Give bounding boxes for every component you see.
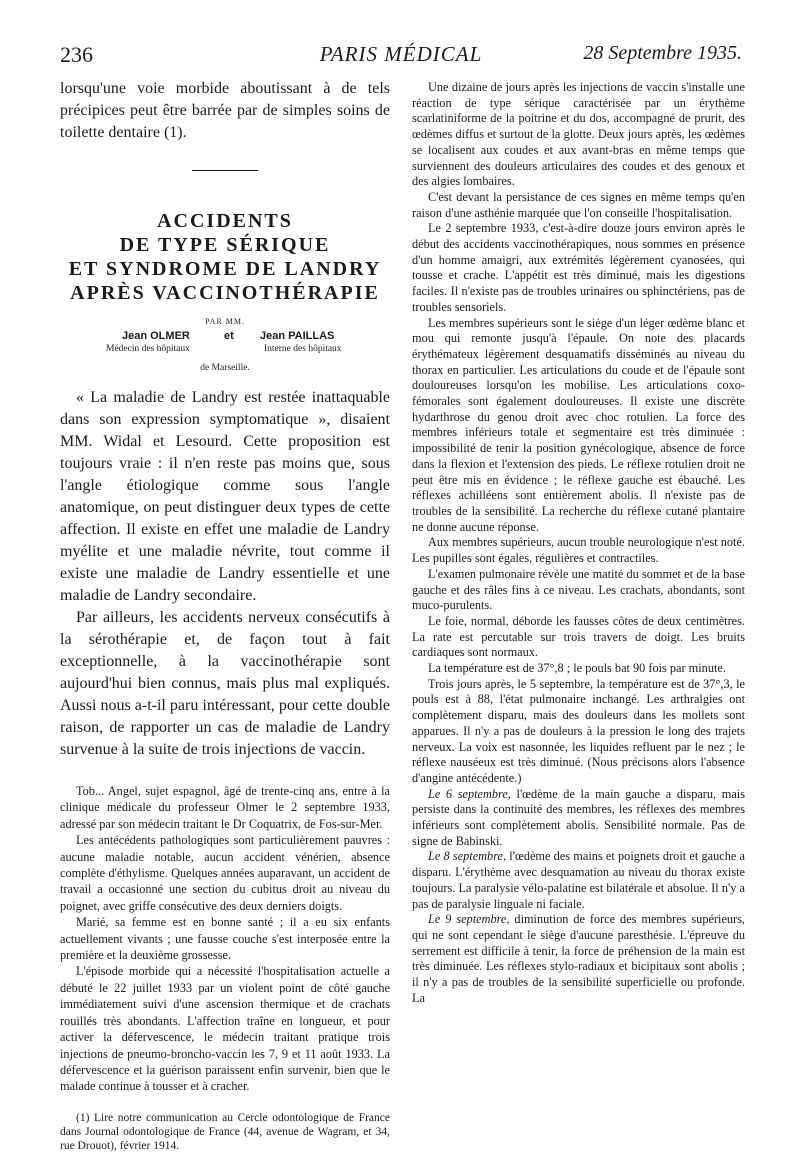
- right-column: [412, 80, 745, 1006]
- article-title: [60, 209, 390, 305]
- author-conjunction: et: [224, 330, 234, 342]
- intro-paragraph: « La maladie de Landry est restée inattaquable dans son expression symptomatique », disaient MM. Widal et Lesourd. Cette proposition est toujours vraie : il n'en reste pas moins que, sous l'angle étiologique comme sous l'angle anatomique, on peut distinguer deux types de cette affection. Il existe en effet une maladie de Landry myélite et une maladie névrite, tout comme il existe une maladie de Landry essentielle et une maladie de Landry secondaire.: [60, 389, 390, 604]
- body-paragraph: C'est devant la persistance de ces signes en même temps qu'en raison d'une asthénie marquée que l'on conseille l'hospitalisation.: [412, 189, 745, 220]
- dated-paragraph: [412, 849, 745, 912]
- article-title-line: DE TYPE SÉRIQUE: [119, 234, 331, 256]
- date-label: Le 8 septembre,: [428, 849, 507, 864]
- left-column: [60, 78, 390, 1153]
- journal-title: PARIS MÉDICAL: [319, 42, 483, 66]
- byline-prefix: PAR MM.: [204, 317, 246, 326]
- footnote: (1) Lire notre communication au Cercle odontologique de France dans Journal odontologique de France (44, avenue de Wagram, et 34, rue Drouot), février 1914.: [60, 1111, 390, 1152]
- author-role: Médecin des hôpitaux: [106, 344, 190, 354]
- case-paragraph: L'épisode morbide qui a nécessité l'hospitalisation actuelle a débuté le 22 juillet 1933 par un violent point de côté gauche immédiatement suivi d'une ascension thermique et de crachats rouillés très abondants. L'affection traîne en longueur, et pour activer la défervescence, le médecin traitant pratique trois injections de pneumo-broncho-vaccin les 7, 9 et 11 août 1933. La défervescence et la guérison paraissent enfin survenir, bien que le malade continue à tousser et à cracher.: [60, 964, 390, 1094]
- author-role: Interne des hôpitaux: [264, 344, 342, 354]
- dated-paragraph: [412, 787, 745, 850]
- body-paragraph: Le 2 septembre 1933, c'est-à-dire douze jours environ après le début des accidents vaccinothérapiques, nous sommes en présence d'un homme amaigri, aux extrémités légèrement cyanosées, qui tousse et crache. L'appétit est très diminué, mais les digestions faciles. Il n'existe pas de troubles urinaires ou sphinctériens, pas de troubles sensoriels.: [412, 221, 745, 314]
- body-paragraph: Les membres supérieurs sont le siège d'un léger œdème blanc et mou qui remonte jusqu'à l'épaule. On note des placards érythémateux légèrement desquamatifs disséminés au niveau du thorax en particulier. Les articulations du coude et de l'épaule sont douloureuses lorsqu'on les mobilise. Les articulations coxo-fémorales sont également douloureuses. Il existe une discrète hydarthrose du genou droit avec choc rotulien. La force des membres inférieurs totale et segmentaire est très diminuée : impossibilité de tenir la position gynécologique, absence de force dans la flexion et l'extension des pieds. Le réflexe rotulien droit ne peut être mis en évidence ; le réflexe gauche est ébauché. Les réflexes achilléens sont entièrement abolis. Il n'existe pas de troubles de la sensibilité. La recherche du réflexe cutané plantaire ne donne aucune réponse.: [412, 315, 745, 534]
- date-label: Le 9 septembre,: [428, 912, 510, 927]
- author-city: de Marseille.: [200, 363, 250, 373]
- body-paragraph: Trois jours après, le 5 septembre, la température est de 37°,3, le pouls est à 88, l'état pulmonaire inchangé. Les arthralgies ont complètement disparu, mais des douleurs dans les mollets sont apparues. Il n'y a pas de douleurs à la pression le long des trajets nerveux. La voix est nasonnée, les liquides refluent par le nez ; le réflexe nauséeux est très diminué. (Nous précisons alors l'absence d'angine antécédente.): [412, 676, 745, 785]
- author-name: Jean OLMER: [122, 330, 190, 342]
- page-number: 236: [60, 42, 93, 67]
- dated-paragraph-text: diminution de force des membres supérieurs, qui ne sont cependant le siège d'aucune paresthésie. L'épreuve du serrement est difficile à tenir, la force de préhension de la main est très diminuée. Les réflexes stylo-radiaux et bicipitaux sont abolis ; il n'y a pas de troubles de la sensibilité superficielle ou profonde. La: [412, 912, 745, 1005]
- body-paragraph: L'examen pulmonaire révèle une matité du sommet et de la base gauche et des râles fins à ce niveau. Les crachats, abondants, sont muco-purulents.: [412, 566, 745, 613]
- dated-paragraph: [412, 912, 745, 1006]
- body-paragraph: La température est de 37°,8 ; le pouls bat 90 fois par minute.: [428, 661, 726, 676]
- dated-paragraph-text: l'œdème de la main gauche a disparu, mais persiste dans la continuité des membres, les réflexes des membres inférieurs sont complètement abolis. Sensibilité normale. Pas de signe de Babinski.: [412, 786, 745, 848]
- article-title-line: APRÈS VACCINOTHÉRAPIE: [70, 282, 380, 304]
- case-paragraph: Tob... Angel, sujet espagnol, âgé de trente-cinq ans, entre à la clinique médicale du professeur Olmer le 2 septembre 1933, adressé par son médecin traitant le Dr Coquatrix, de Fos-sur-Mer.: [60, 784, 390, 831]
- issue-date: 28 Septembre 1935.: [583, 42, 742, 64]
- article-title-line: ET SYNDROME DE LANDRY: [68, 258, 382, 280]
- authors-block: [60, 330, 390, 362]
- body-paragraph: Une dizaine de jours après les injections de vaccin s'installe une réaction de type sérique caractérisée par un érythème scarlatiniforme de la poitrine et du dos, accompagné de prurit, des œdèmes diffus et surtout de la glotte. Deux jours après, les œdèmes se localisent aux coudes et aux avant-bras en même temps que surviennent des douleurs articulaires des coudes et des genoux et des algies lombaires.: [412, 80, 745, 189]
- date-label: Le 6 septembre,: [428, 786, 511, 801]
- body-paragraph: Le foie, normal, déborde les fausses côtes de deux centimètres. La rate est percutable sur trois travers de doigt. Les bruits cardiaques sont normaux.: [412, 613, 745, 660]
- case-paragraph: Marié, sa femme est en bonne santé ; il a eu six enfants actuellement vivants ; une fausse couche s'est interposée entre la première et la deuxième grossesse.: [60, 915, 390, 963]
- section-divider: [192, 170, 258, 171]
- author-name: Jean PAILLAS: [260, 330, 335, 342]
- page-header: [60, 42, 742, 72]
- dated-paragraph-text: l'œdème des mains et poignets droit et gauche a disparu. L'érythème avec desquamation au niveau du thorax existe toujours. La paralysie vélo-palatine est bilatérale et absolue. Il n'y a pas de paralysie linguale ni faciale.: [412, 849, 745, 911]
- previous-article-ending: lorsqu'une voie morbide aboutissant à de tels précipices peut être barrée par de simples soins de toilette dentaire (1).: [60, 80, 390, 141]
- intro-paragraph: Par ailleurs, les accidents nerveux consécutifs à la sérothérapie et, de façon tout à fait exceptionnelle, à la vaccinothérapie sont aujourd'hui bien connus, mais plus mal expliqués. Aussi nous a-t-il paru intéressant, pour cette double raison, de rapporter un cas de maladie de Landry survenue à la suite de trois injections de vaccin.: [60, 609, 390, 758]
- article-title-line: ACCIDENTS: [157, 210, 293, 232]
- case-paragraph: Les antécédents pathologiques sont particulièrement pauvres : aucune maladie notable, aucun accident vénérien, absence complète d'éthylisme. Quelques années auparavant, un accident de travail a occasionné une section du cubitus droit au niveau du poignet, avec griffe consécutive des deux derniers doigts.: [60, 833, 390, 913]
- body-paragraph: Aux membres supérieurs, aucun trouble neurologique n'est noté. Les pupilles sont égales, régulières et contractiles.: [412, 535, 745, 566]
